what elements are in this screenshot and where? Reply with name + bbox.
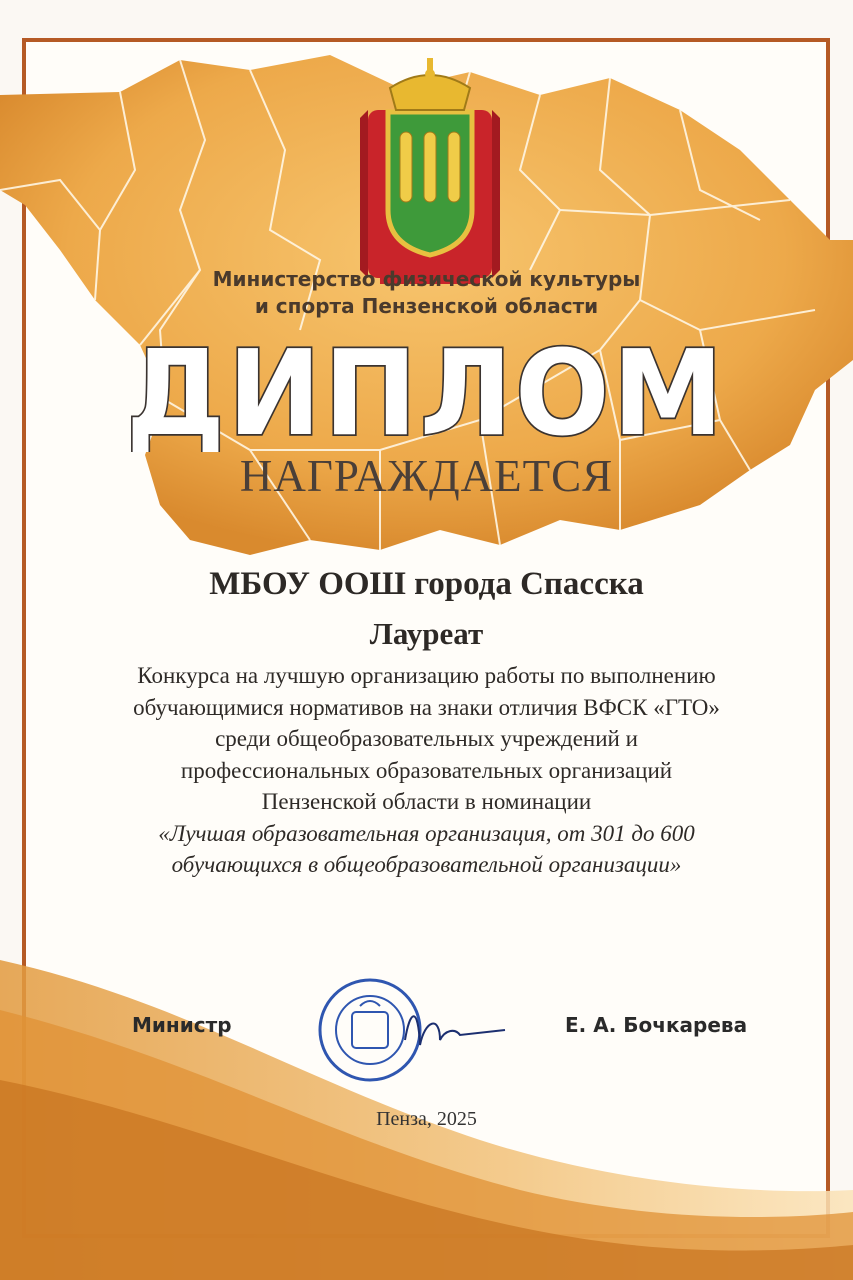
- awarded-subtitle: НАГРАЖДАЕТСЯ: [239, 451, 614, 501]
- award-description: [0, 660, 853, 881]
- recipient-name: МБОУ ООШ города Спасска: [209, 566, 644, 602]
- signatory-name: Е. А. Бочкарева: [565, 1013, 748, 1037]
- stamp-icon: [320, 980, 420, 1080]
- signatory-role: Министр: [132, 1013, 232, 1037]
- ministry-line-2: и спорта Пензенской области: [254, 294, 599, 318]
- ministry-line-1: Министерство физической культуры: [212, 267, 641, 291]
- award-status: Лауреат: [369, 616, 484, 651]
- description-line-1: Конкурса на лучшую организацию работы по выполнению: [137, 663, 716, 688]
- description-line-4: профессиональных образовательных организаций: [180, 757, 673, 783]
- description-line-2: обучающимися нормативов на знаки отличия ВФСК «ГТО»: [133, 694, 720, 720]
- description-line-3: среди общеобразовательных учреждений и: [215, 726, 638, 751]
- diploma-title: ДИПЛОМ: [126, 332, 726, 452]
- ministry-header: [0, 266, 853, 320]
- city-year: Пенза, 2025: [376, 1108, 477, 1130]
- diploma-title-graphic: [0, 332, 853, 452]
- nomination-line-2: обучающихся в общеобразовательной организации»: [171, 852, 682, 877]
- description-line-5: Пензенской области в номинации: [261, 789, 592, 814]
- nomination-line-1: «Лучшая образовательная организация, от 301 до 600: [158, 820, 695, 846]
